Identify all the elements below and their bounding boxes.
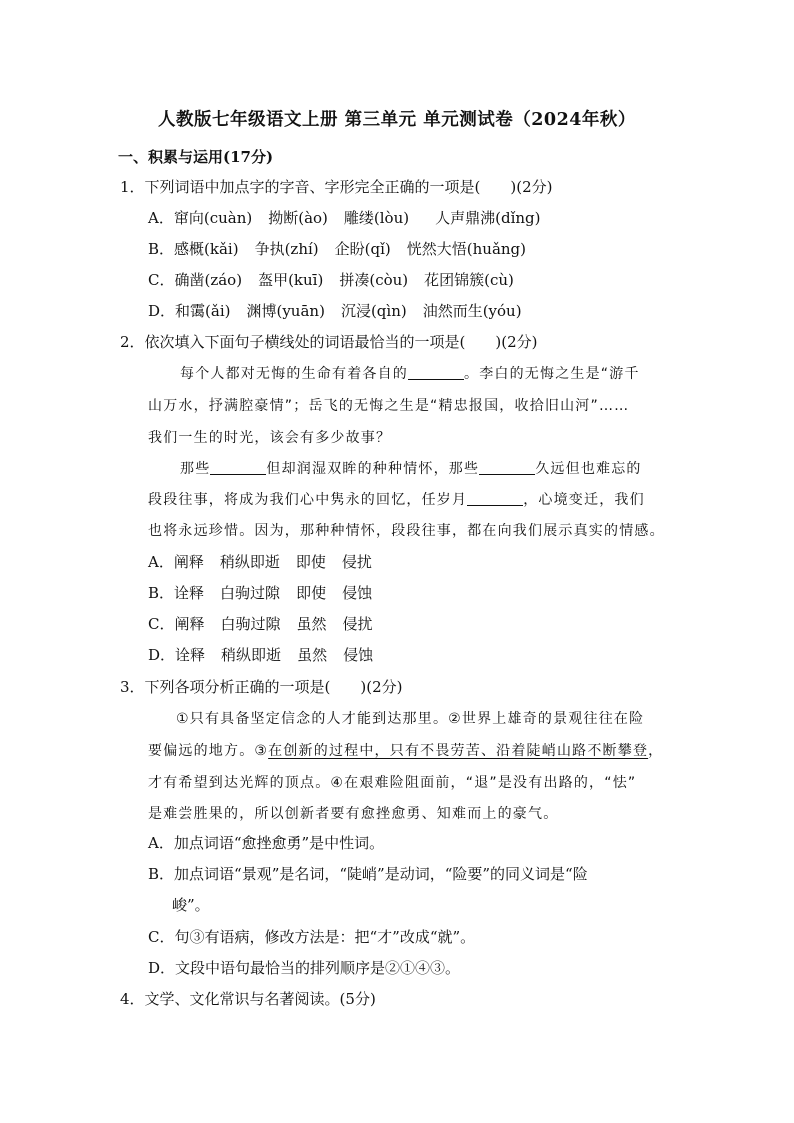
option-word: 阐释 xyxy=(174,615,205,633)
option-word: 恍然大悟(huǎng) xyxy=(406,240,526,258)
q3-option-b-cont: 峻”。 xyxy=(172,896,210,914)
passage-text: ， xyxy=(648,743,664,759)
q1-option-c xyxy=(148,269,530,290)
option-word: 花团锦簇(cù) xyxy=(424,271,514,289)
option-letter: A． xyxy=(148,553,174,571)
question-2-stem: 2．依次填入下面句子横线处的词语最恰当的一项是( )(2分) xyxy=(120,333,538,351)
option-word: 虽然 xyxy=(296,615,327,633)
option-letter: B． xyxy=(148,240,175,258)
q2-option-a xyxy=(148,551,388,572)
option-letter: C． xyxy=(148,615,175,633)
q2-option-c xyxy=(148,613,389,634)
option-letter: B． xyxy=(148,584,175,602)
option-word: 阐释 xyxy=(173,553,204,571)
fill-blank xyxy=(479,460,535,475)
option-word: 侵蚀 xyxy=(343,646,374,664)
question-4-stem: 4．文学、文化常识与名著阅读。(5分) xyxy=(120,990,376,1008)
passage-line: 我们一生的时光，该会有多少故事？ xyxy=(148,430,392,446)
option-word: 油然而生(yóu) xyxy=(422,302,522,320)
passage-line xyxy=(148,740,663,760)
option-word: 白驹过隙 xyxy=(220,615,281,633)
passage-text: 要偏远的地方。③ xyxy=(148,743,269,759)
passage-line: ①只有具备坚定信念的人才能到达那里。②世界上雄奇的景观往往在险 xyxy=(176,711,645,727)
passage-line: 也将永远珍惜。因为，那种种情怀，段段往事，都在向我们展示真实的情感。 xyxy=(148,523,665,539)
passage-text: 段段往事，将成为我们心中隽永的回忆，任岁月 xyxy=(148,492,468,508)
option-word: 盔甲(kuī) xyxy=(258,271,324,289)
passage-text: 但却润湿双眸的种种情怀，那些 xyxy=(266,461,480,477)
passage-text: 那些 xyxy=(180,461,211,477)
option-word: 稍纵即逝 xyxy=(221,646,282,664)
passage-line: 是难尝胜果的，所以创新者要有愈挫愈勇、知难而上的豪气。 xyxy=(148,806,559,822)
passage-line: 山万水，抒满腔豪情”；岳飞的无悔之生是“精忠报国，收拾旧山河”…… xyxy=(148,398,630,414)
option-word: 稍纵即逝 xyxy=(219,553,280,571)
fill-blank xyxy=(210,460,266,475)
option-letter: D． xyxy=(148,646,176,664)
option-word: 诠释 xyxy=(174,584,205,602)
option-word: 窜向(cuàn) xyxy=(173,209,253,227)
option-word: 虽然 xyxy=(297,646,328,664)
passage-line: 才有希望到达光辉的顶点。④在艰难险阻面前，“退”是没有出路的，“怯” xyxy=(148,775,637,791)
page-title: 人教版七年级语文上册 第三单元 单元测试卷（2024年秋） xyxy=(158,110,636,130)
q3-option-d: D．文段中语句最恰当的排列顺序是②①④③。 xyxy=(148,959,461,977)
underlined-sentence: 在创新的过程中，只有不畏劳苦、沿着陡峭山路不断攀登 xyxy=(268,743,649,759)
option-word: 拼凑(còu) xyxy=(339,271,409,289)
option-word: 沉浸(qìn) xyxy=(340,302,407,320)
option-word: 争执(zhí) xyxy=(254,240,319,258)
q1-option-b xyxy=(148,238,542,259)
option-word: 即使 xyxy=(295,553,326,571)
fill-blank xyxy=(408,365,464,380)
option-word: 企盼(qǐ) xyxy=(334,240,391,258)
option-word: 确凿(záo) xyxy=(174,271,243,289)
option-word: 渊博(yuān) xyxy=(246,302,325,320)
option-word: 侵扰 xyxy=(341,553,372,571)
q3-option-c: C．句③有语病，修改方法是：把“才”改成“就”。 xyxy=(148,928,476,946)
option-letter: A． xyxy=(148,209,174,227)
question-3-stem: 3．下列各项分析正确的一项是( )(2分) xyxy=(120,678,403,696)
q3-option-a: A．加点词语“愈挫愈勇”是中性词。 xyxy=(148,834,385,852)
q2-option-b xyxy=(148,582,388,603)
option-word: 诠释 xyxy=(175,646,206,664)
q1-option-a xyxy=(148,207,556,228)
option-word: 感概(kǎi) xyxy=(174,240,239,258)
question-1-stem: 1．下列词语中加点字的字音、字形完全正确的一项是( )(2分) xyxy=(120,178,553,196)
q3-option-b: B．加点词语“景观”是名词，“陡峭”是动词，“险要”的同义词是“险 xyxy=(148,865,588,883)
passage-text: 每个人都对无悔的生命有着各自的 xyxy=(180,366,408,382)
passage-line xyxy=(148,489,645,509)
option-word: 和霭(ǎi) xyxy=(175,302,231,320)
q1-option-d xyxy=(148,300,538,321)
option-word: 白驹过隙 xyxy=(220,584,281,602)
fill-blank xyxy=(467,491,523,506)
option-word: 雕缕(lòu) xyxy=(343,209,410,227)
passage-text: ，心境变迁，我们 xyxy=(523,492,645,508)
option-word: 即使 xyxy=(296,584,327,602)
passage-text: 久远但也难忘的 xyxy=(535,461,642,477)
passage-line xyxy=(180,363,640,383)
option-letter: C． xyxy=(148,271,175,289)
option-word: 侵蚀 xyxy=(342,584,373,602)
option-word: 人声鼎沸(dǐng) xyxy=(435,209,541,227)
option-letter: D． xyxy=(148,302,176,320)
passage-line xyxy=(180,458,642,478)
q2-option-d xyxy=(148,644,389,665)
section-heading: 一、积累与运用(17分) xyxy=(118,148,274,166)
option-word: 侵扰 xyxy=(342,615,373,633)
option-word: 拗断(ào) xyxy=(268,209,328,227)
passage-text: 。李白的无悔之生是“游千 xyxy=(464,366,640,382)
